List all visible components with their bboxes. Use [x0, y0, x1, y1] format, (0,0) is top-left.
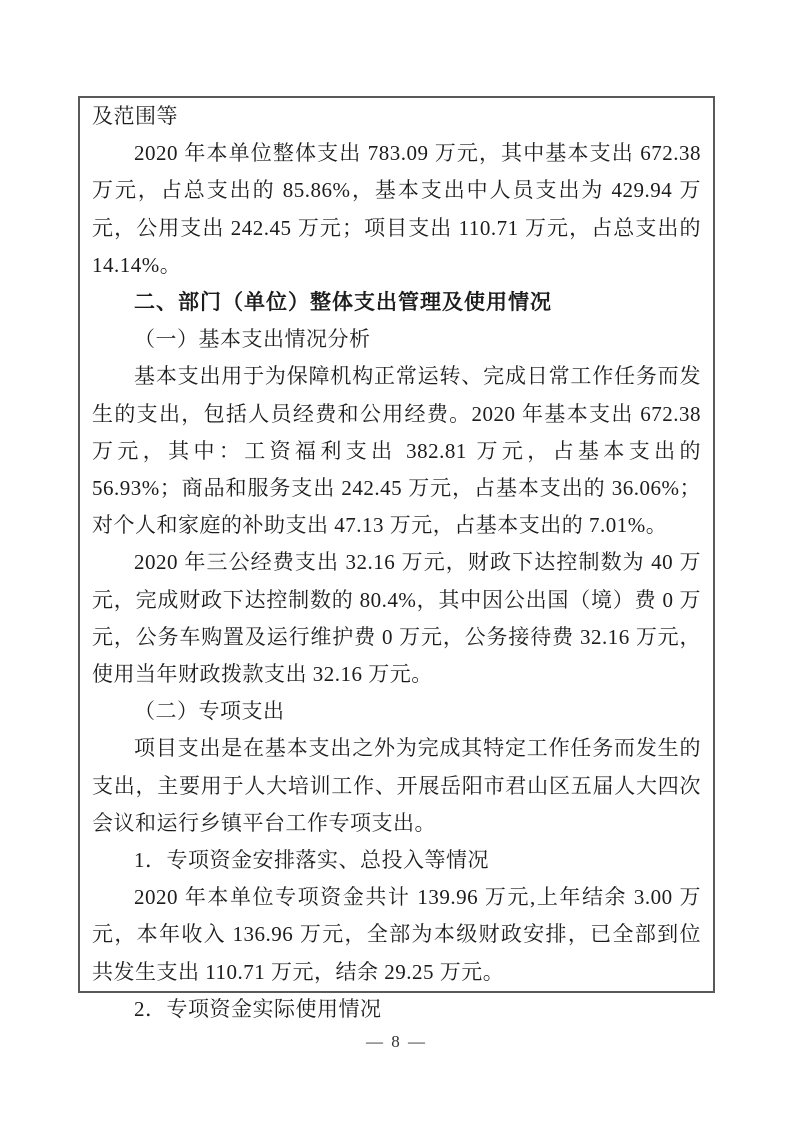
paragraph-three-public-funds: 2020 年三公经费支出 32.16 万元，财政下达控制数为 40 万元，完成财政下达控制数的 80.4%，其中因公出国（境）费 0 万元，公务车购置及运行维护费 0 万元，公务接待费 32.16 万元，使用当年财政拨款支出 32.16 万元。	[92, 550, 701, 687]
page-footer	[0, 1032, 793, 1052]
paragraph-basic-expenditure-detail: 基本支出用于为保障机构正常运转、完成日常工作任务而发生的支出，包括人员经费和公用经费。2020 年基本支出 672.38 万元，其中：工资福利支出 382.81 万元，占基本支出的 56.93%；商品和服务支出 242.45 万元，占基本支出的 36.06%；对个人和家庭的补助支出 47.13 万元，占基本支出的 7.01%。	[92, 364, 701, 538]
subheading-special-expenditure: （二）专项支出	[134, 699, 285, 724]
subheading-special-fund-usage: 2．专项资金实际使用情况	[134, 996, 382, 1021]
paragraph-overall-expenditure: 2020 年本单位整体支出 783.09 万元，其中基本支出 672.38 万元，占总支出的 85.86%，基本支出中人员支出为 429.94 万元，公用支出 242.45 万元；项目支出 110.71 万元，占总支出的 14.14%。	[92, 141, 701, 277]
page-number: — 8 —	[366, 1032, 427, 1051]
section-heading-2: 二、部门（单位）整体支出管理及使用情况	[134, 291, 552, 315]
paragraph-project-expenditure: 项目支出是在基本支出之外为完成其特定工作任务而发生的支出，主要用于人大培训工作、开展岳阳市君山区五届人大四次会议和运行乡镇平台工作专项支出。	[92, 736, 701, 835]
content-border-box	[78, 96, 715, 1021]
paragraph-continuation: 及范围等	[92, 104, 178, 128]
paragraph-special-fund-detail: 2020 年本单位专项资金共计 139.96 万元,上年结余 3.00 万元，本年收入 136.96 万元，全部为本级财政安排，已全部到位共发生支出 110.71 万元，结余 29.25 万元。	[92, 885, 701, 984]
subheading-basic-expenditure: （一）基本支出情况分析	[134, 327, 371, 352]
subheading-special-fund-arrangement: 1．专项资金安排落实、总投入等情况	[134, 848, 489, 873]
